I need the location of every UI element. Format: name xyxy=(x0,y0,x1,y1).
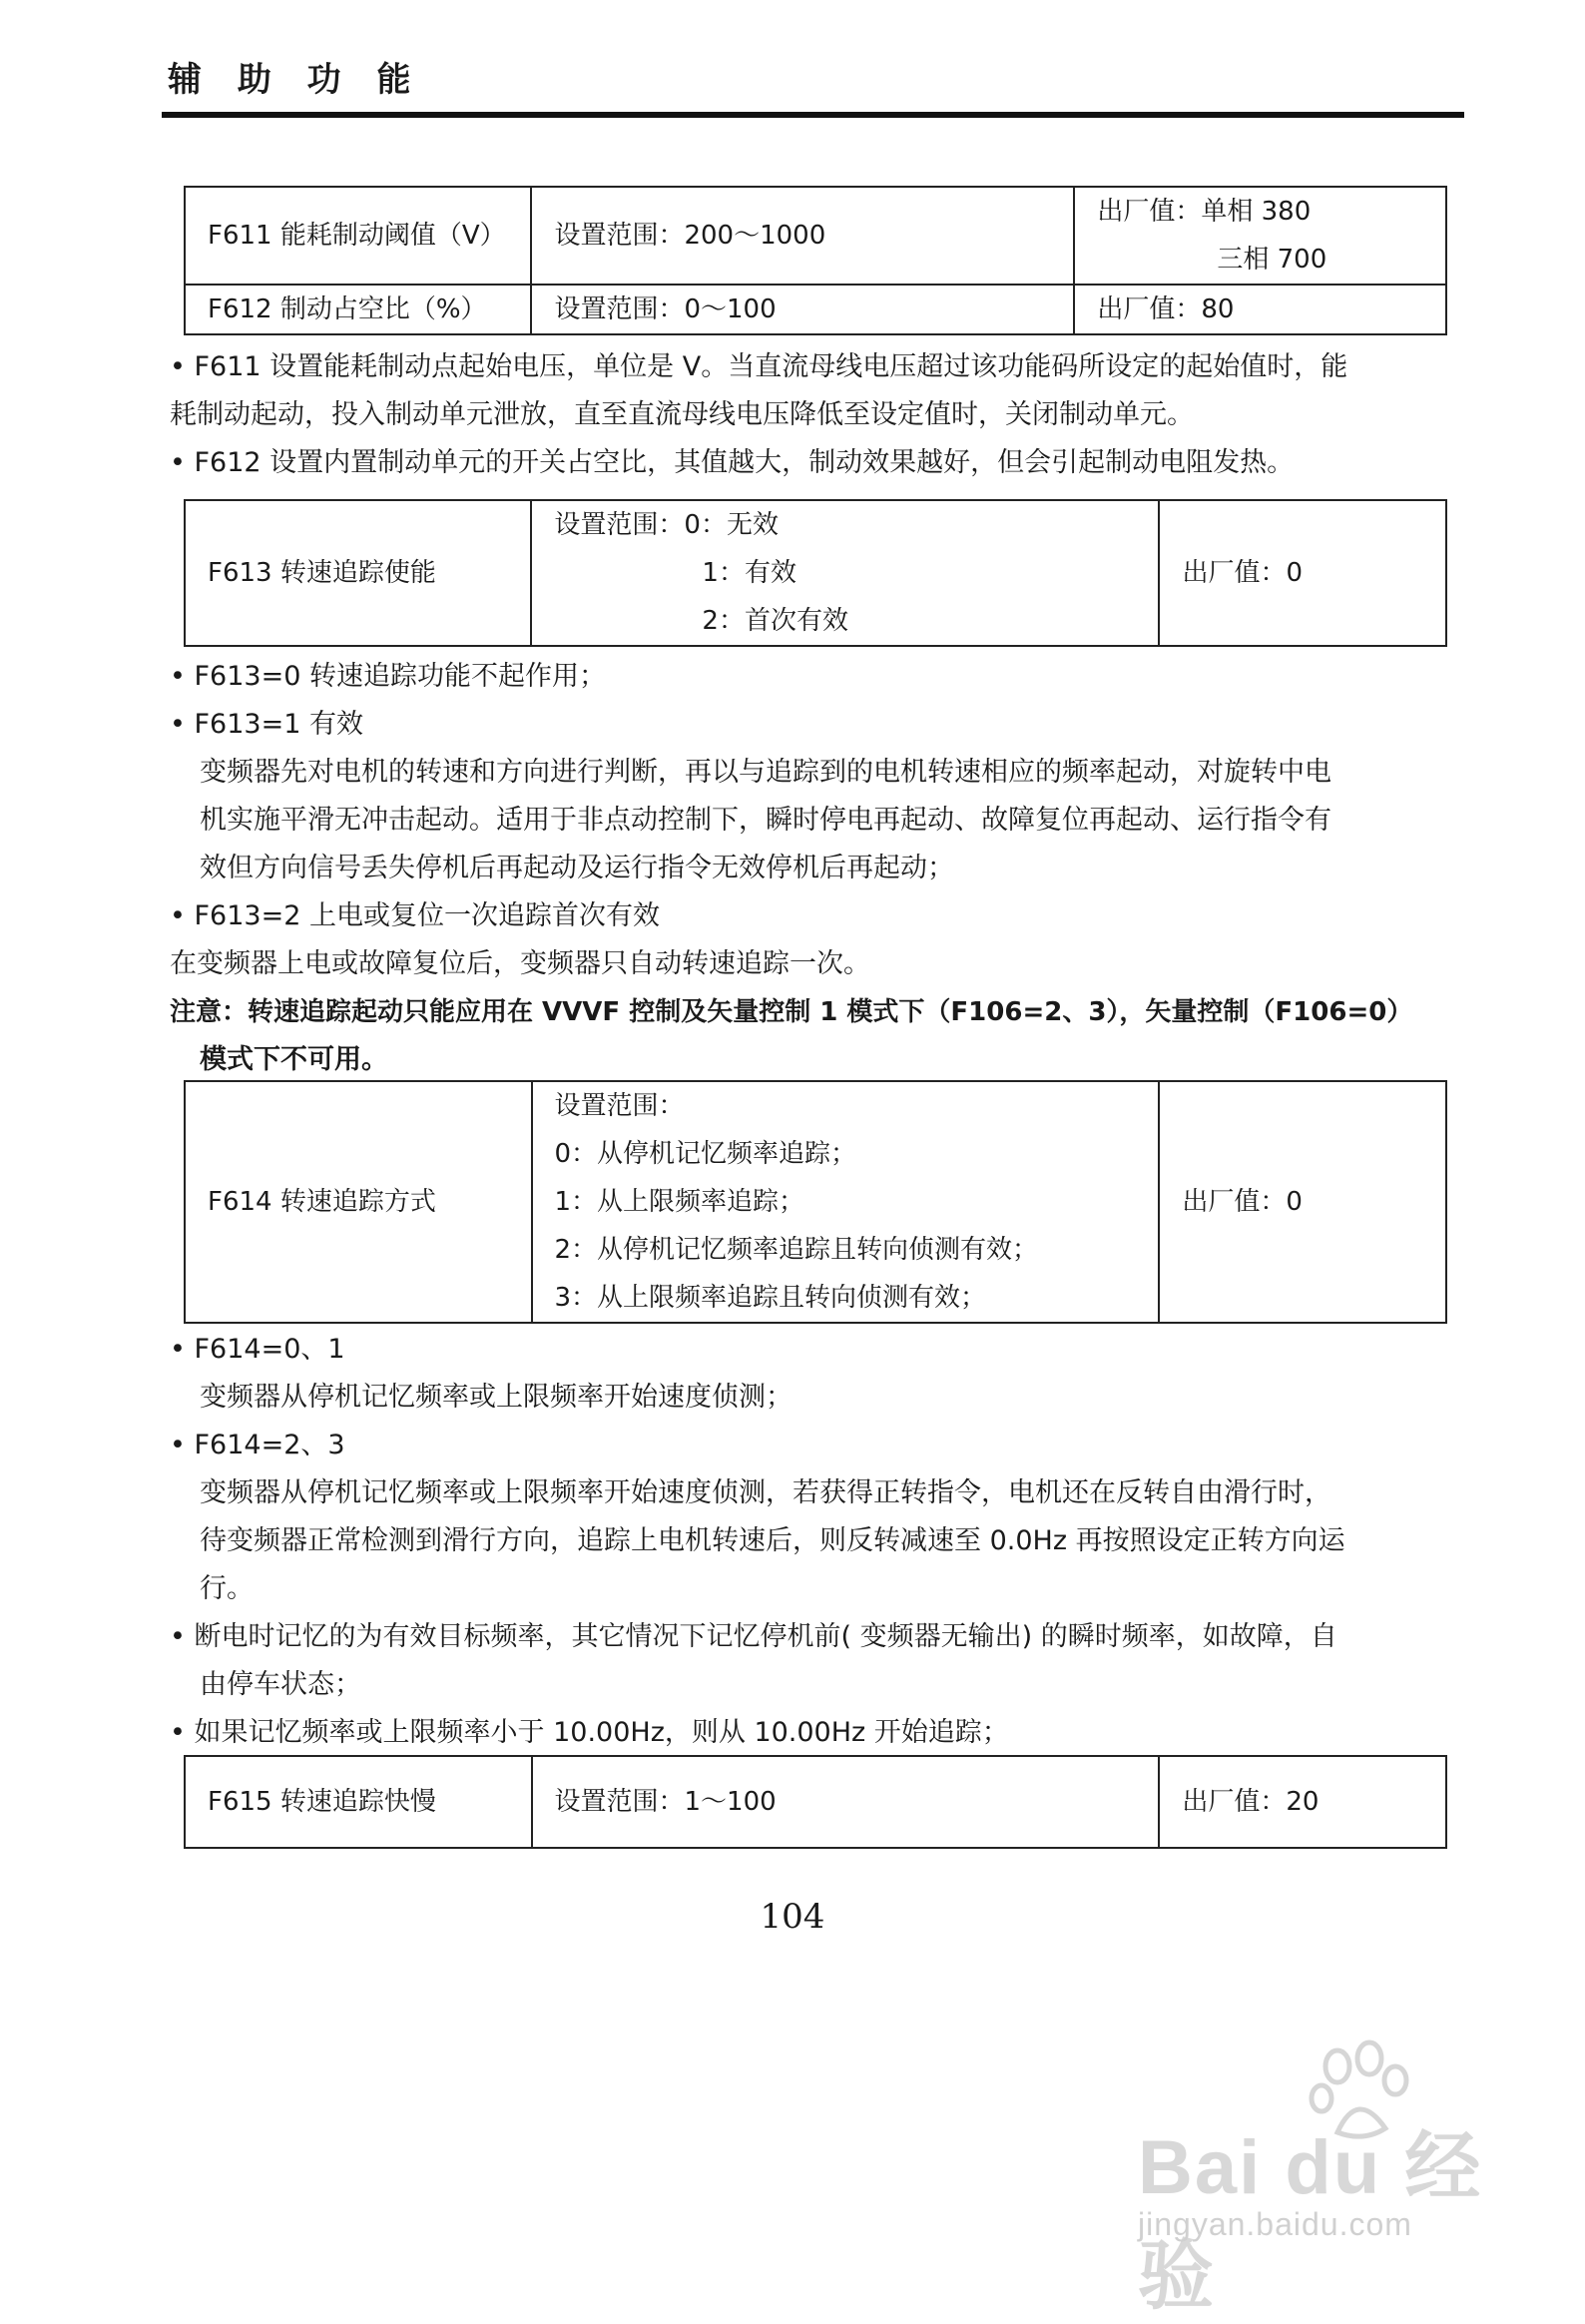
table-row xyxy=(185,500,1446,646)
param-table-f614 xyxy=(184,1080,1447,1324)
text-line: 在变频器上电或故障复位后，变频器只自动转速追踪一次。 xyxy=(170,948,870,979)
text-line: 机实施平滑无冲击起动。适用于非点动控制下，瞬时停电再起动、故障复位再起动、运行指令有 xyxy=(200,805,1331,836)
param-table-f613 xyxy=(184,499,1447,647)
text-line: 耗制动起动，投入制动单元泄放，直至直流母线电压降低至设定值时，关闭制动单元。 xyxy=(170,399,1194,430)
note-line: 模式下不可用。 xyxy=(200,1044,388,1075)
baidu-watermark xyxy=(1118,2036,1497,2319)
watermark-brand: Bai du 经验 xyxy=(1138,2125,1483,2319)
param-default: 出厂值：0 xyxy=(1159,500,1446,646)
param-range xyxy=(531,500,1159,646)
default-line: 出厂值：单相 380 xyxy=(1097,197,1312,227)
range-line: 1：从上限频率追踪； xyxy=(554,1187,805,1217)
text-line: 变频器从停机记忆频率或上限频率开始速度侦测，若获得正转指令，电机还在反转自由滑行时， xyxy=(200,1477,1331,1508)
param-range: 设置范围：0～100 xyxy=(531,285,1074,334)
param-name: F613 转速追踪使能 xyxy=(185,500,531,646)
text-line: • F611 设置能耗制动点起始电压，单位是 V。当直流母线电压超过该功能码所设定的起始值时，能 xyxy=(170,351,1348,382)
param-name: F614 转速追踪方式 xyxy=(185,1081,532,1323)
text-line: • F612 设置内置制动单元的开关占空比，其值越大，制动效果越好，但会引起制动电阻发热。 xyxy=(170,447,1295,478)
text-line: • F613=1 有效 xyxy=(170,709,363,740)
text-line: 行。 xyxy=(200,1573,254,1604)
text-line: • F614=2、3 xyxy=(170,1430,345,1460)
text-line: 效但方向信号丢失停机后再起动及运行指令无效停机后再起动； xyxy=(200,853,954,883)
param-default xyxy=(1074,187,1446,285)
text-line: • F614=0、1 xyxy=(170,1334,345,1365)
text-line: • 如果记忆频率或上限频率小于 10.00Hz，则从 10.00Hz 开始追踪； xyxy=(170,1717,1009,1748)
default-line: 三相 700 xyxy=(1217,245,1327,275)
text-line: 变频器从停机记忆频率或上限频率开始速度侦测； xyxy=(200,1382,792,1413)
table-row xyxy=(185,187,1446,285)
table-row xyxy=(185,285,1446,334)
param-name: F612 制动占空比（%） xyxy=(185,285,531,334)
param-range: 设置范围：200～1000 xyxy=(531,187,1074,285)
range-line: 2：从停机记忆频率追踪且转向侦测有效； xyxy=(554,1235,1039,1265)
page-number: 104 xyxy=(760,1897,825,1937)
range-line: 1：有效 xyxy=(702,558,796,588)
param-default: 出厂值：80 xyxy=(1074,285,1446,334)
param-table-f615 xyxy=(184,1755,1447,1849)
param-table-f611-f612 xyxy=(184,186,1447,335)
text-line: 由停车状态； xyxy=(200,1669,361,1700)
table-row xyxy=(185,1081,1446,1323)
section-header: 辅 助 功 能 xyxy=(168,60,423,100)
param-range xyxy=(532,1081,1160,1323)
param-name: F615 转速追踪快慢 xyxy=(185,1756,532,1848)
text-line: 待变频器正常检测到滑行方向，追踪上电机转速后，则反转减速至 0.0Hz 再按照设定正转方向运 xyxy=(200,1525,1345,1556)
param-default: 出厂值：20 xyxy=(1159,1756,1446,1848)
text-line: • F613=0 转速追踪功能不起作用； xyxy=(170,661,606,692)
range-line: 3：从上限频率追踪且转向侦测有效； xyxy=(554,1283,987,1313)
text-line: • 断电时记忆的为有效目标频率，其它情况下记忆停机前( 变频器无输出) 的瞬时频率，如故障，自 xyxy=(170,1621,1337,1652)
range-line: 0：从停机记忆频率追踪； xyxy=(554,1139,857,1169)
header-rule xyxy=(162,112,1464,118)
range-line: 设置范围： xyxy=(554,1091,685,1121)
param-name: F611 能耗制动阈值（V） xyxy=(185,187,531,285)
text-line: 变频器先对电机的转速和方向进行判断，再以与追踪到的电机转速相应的频率起动，对旋转中电 xyxy=(200,757,1331,788)
watermark-url: jingyan.baidu.com xyxy=(1138,2206,1412,2242)
range-line: 设置范围：0：无效 xyxy=(554,510,779,540)
range-line: 2：首次有效 xyxy=(702,606,848,636)
text-line: • F613=2 上电或复位一次追踪首次有效 xyxy=(170,900,660,931)
param-default: 出厂值：0 xyxy=(1159,1081,1446,1323)
note-line: 注意：转速追踪起动只能应用在 VVVF 控制及矢量控制 1 模式下（F106=2、3），矢量控制（F106=0） xyxy=(170,997,1413,1027)
param-range: 设置范围：1～100 xyxy=(532,1756,1160,1848)
table-row xyxy=(185,1756,1446,1848)
